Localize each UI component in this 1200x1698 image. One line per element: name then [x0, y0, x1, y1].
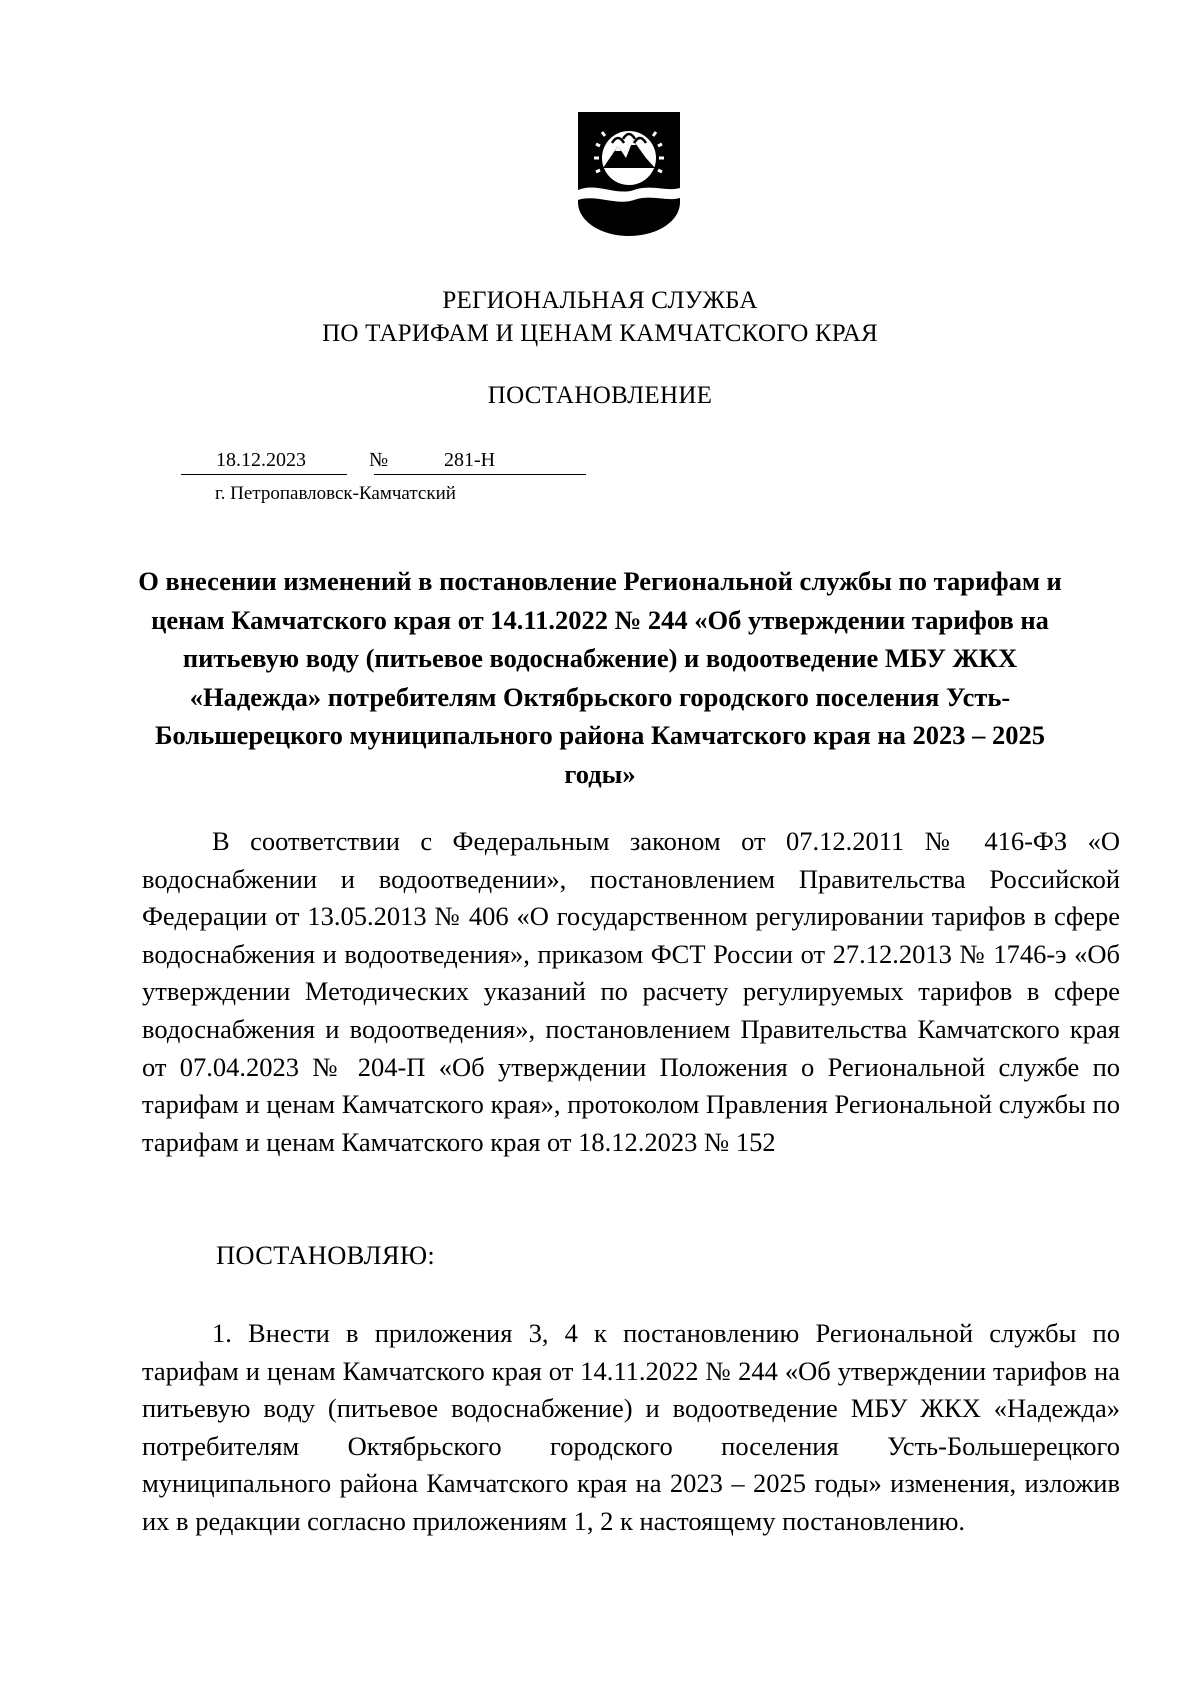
agency-name-line2: ПО ТАРИФАМ И ЦЕНАМ КАМЧАТСКОГО КРАЯ: [322, 320, 878, 347]
document-title: О внесении изменений в постановление Региональной службы по тарифам и ценам Камчатского края от 14.11.2022 № 244 «Об утверждении тарифов на питьевую воду (питьевое водоснабжение) и водоотведение МБУ ЖКХ «Надежда» потребителям Октябрьского городского поселения Усть-Большерецкого муниципального района Камчатского края на 2023 – 2025 годы»: [138, 566, 1062, 789]
date-underline: [181, 474, 347, 475]
registration-line: [181, 448, 586, 478]
kamchatka-coat-of-arms-icon: [576, 110, 682, 238]
agency-name-line1: РЕГИОНАЛЬНАЯ СЛУЖБА: [442, 287, 758, 314]
resolve-heading: ПОСТАНОВЛЯЮ:: [216, 1240, 436, 1270]
document-date: 18.12.2023: [216, 449, 306, 471]
document-type: ПОСТАНОВЛЕНИЕ: [487, 382, 713, 409]
agency-name: [0, 284, 1200, 350]
city: г. Петропавловск-Камчатский: [215, 483, 456, 504]
document-number: 281-Н: [444, 449, 496, 471]
number-underline: [374, 474, 586, 475]
preamble-paragraph: В соответствии с Федеральным законом от 07.12.2011 № 416-ФЗ «О водоснабжении и водоотведении», постановлением Правительства Российской Федерации от 13.05.2013 № 406 «О государственном регулировании тарифов в сфере водоснабжения и водоотведения», приказом ФСТ России от 27.12.2013 № 1746-э «Об утверждении Методических указаний по расчету регулируемых тарифов в сфере водоснабжения и водоотведения», постановлением Правительства Камчатского края от 07.04.2023 № 204-П «Об утверждении Положения о Региональной службе по тарифам и ценам Камчатского края», протоколом Правления Региональной службы по тарифам и ценам Камчатского края от 18.12.2023 № 152: [142, 826, 1120, 1157]
number-sign: №: [369, 449, 389, 471]
item-1-paragraph: 1. Внести в приложения 3, 4 к постановлению Региональной службы по тарифам и ценам Камчатского края от 14.11.2022 № 244 «Об утверждении тарифов на питьевую воду (питьевое водоснабжение) и водоотведение МБУ ЖКХ «Надежда» потребителям Октябрьского городского поселения Усть-Большерецкого муниципального района Камчатского края на 2023 – 2025 годы» изменения, изложив их в редакции согласно приложениям 1, 2 к настоящему постановлению.: [142, 1318, 1120, 1536]
